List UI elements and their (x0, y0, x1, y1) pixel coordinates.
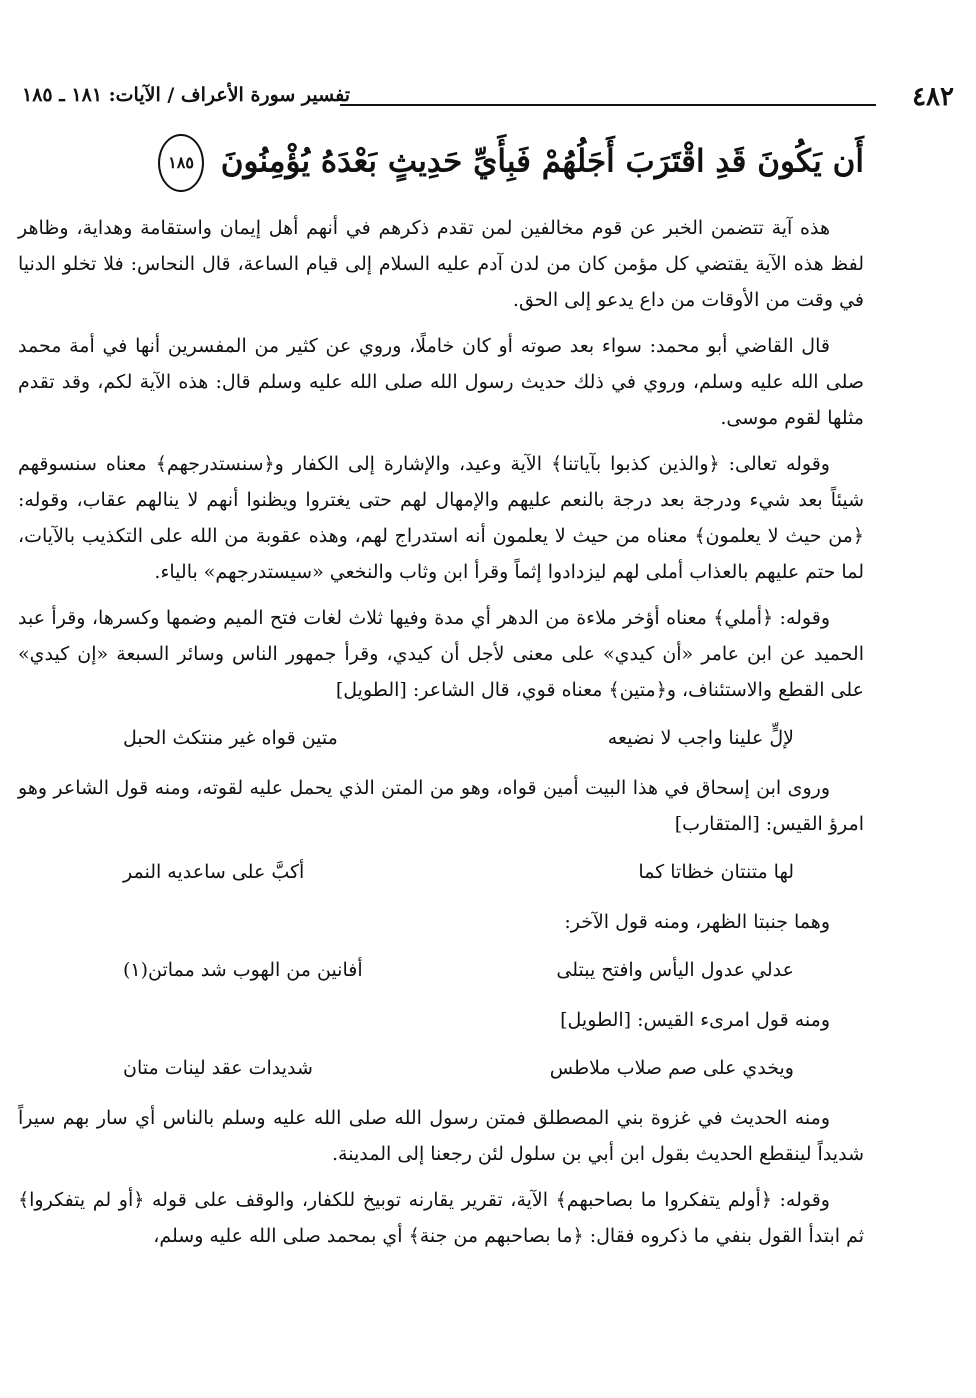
poem-first-hemistich: ويخدي على صم صلاب ملاطس (549, 1057, 794, 1079)
verse-text: أَن يَكُونَ قَدِ اقْتَرَبَ أَجَلُهُمْ فَبِأَيِّ حَدِيثٍ بَعْدَهُ يُؤْمِنُونَ (220, 143, 864, 180)
paragraph: قال القاضي أبو محمد: سواء بعد صوته أو كان خاملًا، وروي عن كثير من المفسرين أنها في أمة محمد صلى الله عليه وسلم، وروي في ذلك حديث رسول الله صلى الله عليه وسلم قال: هذه الآية لكم، وقد تقدم مثلها لقوم موسى. (18, 335, 864, 429)
page-number: ٤٨٢ (912, 82, 954, 112)
verse-number-marker: ١٨٥ (158, 134, 204, 192)
header-rule (340, 104, 876, 106)
poem-verse (123, 1048, 794, 1088)
running-title: تفسير سورة الأعراف / الآيات: ١٨١ ـ ١٨٥ (22, 84, 350, 106)
paragraph: ومنه الحديث في غزوة بني المصطلق فمتن رسول الله صلى الله عليه وسلم بالناس أي سار بهم سيراً شديداً لينقطع الحديث بقول ابن أبي بن سلول لئن رجعنا إلى المدينة. (18, 1107, 864, 1165)
paragraph: ومنه قول امرىء القيس: [الطويل] (560, 1009, 830, 1031)
paragraph: وقوله: ﴿أملي﴾ معناه أؤخر ملاءة من الدهر أي مدة وفيها ثلاث لغات فتح الميم وضمها وكسرها، وقرأ عبد الحميد عن ابن عامر «أن كيدي» على معنى لأجل أن كيدي، وقرأ جمهور الناس وسائر السبعة «إن كيدي» على القطع والاستئناف، و﴿متين﴾ معناه قوي، قال الشاعر: [الطويل] (18, 607, 864, 701)
paragraph: وقوله: ﴿أولم يتفكروا ما بصاحبهم﴾ الآية، تقرير يقارنه توبيخ للكفار، والوقف على قوله ﴿أو لم يتفكروا﴾ ثم ابتدأ القول بنفي ما ذكروه فقال: ﴿ما بصاحبهم من جنة﴾ أي بمحمد صلى الله عليه وسلم، (18, 1189, 864, 1247)
paragraph: هذه آية تتضمن الخبر عن قوم مخالفين لمن تقدم ذكرهم في أنهم أهل إيمان واستقامة وهداية، وظاهر لفظ هذه الآية يقتضي كل مؤمن كان من لدن آدم عليه السلام إلى قيام الساعة، قال النحاس: فلا تخلو الدنيا في وقت من الأوقات من داع يدعو إلى الحق. (18, 217, 864, 311)
paragraph: وهما جنبتا الظهر، ومنه قول الآخر: (564, 911, 830, 933)
commentary-body (18, 210, 864, 1264)
poem-first-hemistich: لإلٍّ علينا واجب لا نضيعه (607, 727, 794, 749)
quran-verse (110, 134, 864, 192)
poem-verse (123, 950, 794, 990)
page-header (22, 76, 954, 116)
poem-first-hemistich: عدلي عدول اليأس وافتح يبتلى (556, 959, 794, 981)
poem-second-hemistich: متين قواه غير منتكث الحبل (123, 727, 338, 749)
poem-second-hemistich: أفانين من الهوب شد مماتن(١) (123, 959, 363, 981)
paragraph: وقوله تعالى: ﴿والذين كذبوا بآياتنا﴾ الآية وعيد، والإشارة إلى الكفار و﴿سنستدرجهم﴾ معناه سنسوقهم شيئاً بعد شيء ودرجة بعد درجة بالنعم عليهم والإمهال لهم حتى يغتروا ويظنوا أنهم لا ينالهم عقاب، وقوله: ﴿من حيث لا يعلمون﴾ معناه من حيث لا يعلمون أنه استدراج لهم، وهذه عقوبة من الله على التكذيب بالآيات، لما حتم عليهم بالعذاب أملى لهم ليزدادوا إثماً وقرأ ابن وثاب والنخعي «سيستدرجهم» بالياء. (18, 453, 864, 583)
poem-second-hemistich: أكبَّ على ساعديه النمر (123, 861, 305, 883)
poem-second-hemistich: شديدات عقد لينات متان (123, 1057, 313, 1079)
poem-first-hemistich: لها متنتان خظاتا كما (638, 861, 794, 883)
poem-verse (123, 718, 794, 758)
paragraph: وروى ابن إسحاق في هذا البيت أمين قواه، وهو من المتن الذي يحمل عليه لقوته، ومنه قول الشاعر وهو امرؤ القيس: [المتقارب] (18, 777, 864, 835)
poem-verse (123, 852, 794, 892)
